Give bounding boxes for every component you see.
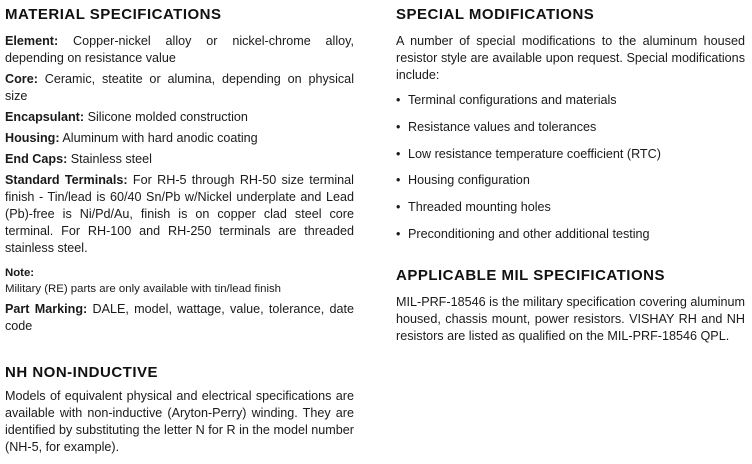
bullet: • [396, 226, 401, 241]
list-item [396, 119, 745, 136]
special-modifications-section [396, 0, 745, 243]
list-item [396, 199, 745, 216]
list-item-text: Low resistance temperature coefficient (RTC) [408, 146, 661, 161]
material-specifications-heading: MATERIAL SPECIFICATIONS [5, 6, 222, 23]
note-text: Military (RE) parts are only available with tin/lead finish [5, 283, 282, 295]
list-item-text: Preconditioning and other additional testing [408, 226, 650, 241]
spec-label: Core: [5, 72, 38, 86]
list-item-text: Terminal configurations and materials [408, 93, 617, 107]
spec-end-caps [5, 151, 354, 168]
spec-element [5, 33, 354, 67]
bullet: • [396, 93, 401, 107]
note-label: Note: [5, 267, 35, 279]
special-modifications-heading: SPECIAL MODIFICATIONS [396, 6, 595, 23]
list-item [396, 92, 745, 109]
applicable-mil-specifications-section [396, 266, 745, 345]
spec-label: End Caps: [5, 152, 68, 166]
bullet: • [396, 200, 401, 215]
list-item [396, 146, 745, 163]
bullet: • [396, 173, 401, 188]
special-modifications-intro: A number of special modifications to the aluminum housed resistor style are available upon request. Special modifications include: [396, 34, 745, 82]
right-column [396, 0, 745, 345]
list-item [396, 172, 745, 189]
nh-non-inductive-body: Models of equivalent physical and electrical specifications are available with non-inductive (Aryton-Perry) winding. They are identified by substituting the letter N for R in the model number (NH-5, for example). [5, 389, 354, 454]
list-item-text: Resistance values and tolerances [408, 119, 597, 134]
spec-text: Aluminum with hard anodic coating [59, 131, 258, 145]
bullet: • [396, 146, 401, 161]
list-item-text: Threaded mounting holes [408, 200, 551, 215]
list-item [396, 226, 745, 243]
bullet: • [396, 119, 401, 134]
spec-text: For RH-5 through RH-50 size terminal finish - Tin/lead is 60/40 Sn/Pb w/Nickel underplate and Lead (Pb)-free is Ni/Pd/Au, finish is on copper clad steel core terminal. For RH-100 and RH-250 terminals are threaded stainless steel. [5, 173, 354, 255]
list-item-text: Housing configuration [408, 173, 530, 188]
spec-label: Part Marking: [5, 302, 88, 316]
nh-non-inductive-heading: NH NON-INDUCTIVE [5, 364, 158, 381]
spec-label: Element: [5, 34, 59, 48]
spec-core [5, 71, 354, 105]
spec-text: Ceramic, steatite or alumina, depending on physical size [5, 72, 354, 103]
spec-housing [5, 130, 354, 147]
nh-non-inductive-section [5, 363, 354, 456]
spec-label: Housing: [5, 131, 60, 145]
spec-text: DALE, model, wattage, value, tolerance, date code [5, 302, 354, 333]
spec-part-marking [5, 301, 354, 335]
applicable-mil-specifications-body: MIL-PRF-18546 is the military specification covering aluminum housed, chassis mount, power resistors. VISHAY RH and NH resistors are listed as qualified on the MIL-PRF-18546 QPL. [396, 294, 745, 343]
left-column [5, 0, 354, 456]
spec-text: Stainless steel [67, 152, 152, 166]
spec-text: Silicone molded construction [84, 110, 248, 124]
spec-encapsulant [5, 109, 354, 126]
spec-standard-terminals [5, 172, 354, 257]
spec-label: Standard Terminals: [5, 173, 128, 187]
special-modifications-list [396, 92, 745, 243]
material-specifications-section [5, 0, 354, 335]
spec-label: Encapsulant: [5, 110, 85, 124]
applicable-mil-specifications-heading: APPLICABLE MIL SPECIFICATIONS [396, 266, 665, 284]
spec-text: Copper-nickel alloy or nickel-chrome alloy, depending on resistance value [5, 34, 354, 65]
note-block [5, 265, 354, 297]
